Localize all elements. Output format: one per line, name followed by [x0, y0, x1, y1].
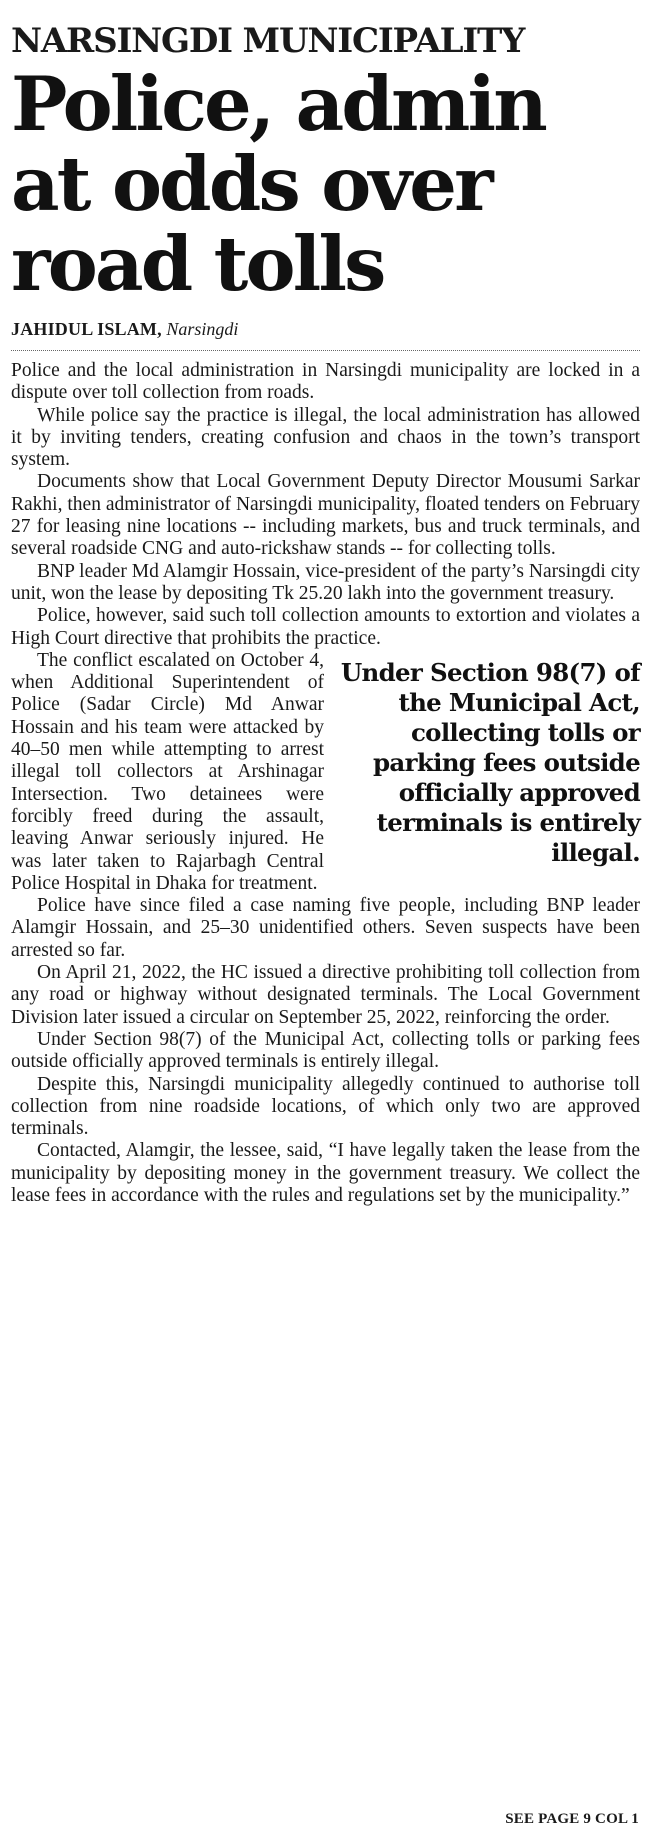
byline: [11, 318, 640, 340]
paragraph: On April 21, 2022, the HC issued a directive prohibiting toll collection from any road or highway without designated terminals. The Local Government Division later issued a circular on September 25, 2022, reinforcing the order.: [11, 962, 640, 1028]
paragraph: Police, however, said such toll collection amounts to extortion and violates a High Court directive that prohibits the practice.: [11, 605, 640, 649]
paragraph: Documents show that Local Government Deputy Director Mousumi Sarkar Rakhi, then administrator of Narsingdi municipality, floated tenders on February 27 for leasing nine locations -- including markets, bus and truck terminals, and several roadside CNG and auto-rickshaw stands -- for collecting tolls.: [11, 471, 640, 560]
paragraph: While police say the practice is illegal, the local administration has allowed it by inviting tenders, creating confusion and chaos in the town’s transport system.: [11, 404, 640, 471]
pull-quote: Under Section 98(7) of the Municipal Act, collecting tolls or parking fees outside officially approved terminals is entirely illegal.: [340, 657, 640, 867]
headline-line-1: Police, admin: [11, 60, 546, 148]
article-body: [11, 360, 640, 1207]
paragraph: Police and the local administration in Narsingdi municipality are locked in a dispute over toll collection from roads.: [11, 360, 640, 404]
paragraph: Police have since filed a case naming five people, including BNP leader Alamgir Hossain, and 25–30 unidentified others. Seven suspects have been arrested so far.: [11, 895, 640, 961]
byline-author: JAHIDUL ISLAM,: [11, 319, 162, 339]
continued-on-page: SEE PAGE 9 COL 1: [505, 1811, 639, 1827]
section-kicker: NARSINGDI MUNICIPALITY: [11, 21, 525, 61]
byline-location: Narsingdi: [166, 319, 239, 339]
paragraph: BNP leader Md Alamgir Hossain, vice-president of the party’s Narsingdi city unit, won the lease by depositing Tk 25.20 lakh into the government treasury.: [11, 560, 640, 604]
paragraph: Contacted, Alamgir, the lessee, said, “I have legally taken the lease from the municipality by depositing money in the government treasury. We collect the lease fees in accordance with the rules and regulations set by the municipality.”: [11, 1140, 640, 1206]
headline-line-2: at odds over: [11, 140, 491, 228]
headline: [11, 60, 640, 308]
paragraph: The conflict escalated on October 4, when Additional Superintendent of Police (Sadar Circle) Md Anwar Hossain and his team were attacked by 40–50 men while attempting to arrest illegal toll collectors at Arshinagar Intersection. Two detainees were forcibly freed during the assault, leaving Anwar seriously injured. He was later taken to Rajarbagh Central Police Hospital in Dhaka for treatment.: [11, 649, 324, 894]
headline-line-3: road tolls: [11, 220, 384, 308]
dotted-divider: [11, 350, 640, 351]
paragraph: Under Section 98(7) of the Municipal Act, collecting tolls or parking fees outside officially approved terminals is entirely illegal.: [11, 1028, 640, 1073]
paragraph: Despite this, Narsingdi municipality allegedly continued to authorise toll collection from nine roadside locations, of which only two are approved terminals.: [11, 1073, 640, 1140]
